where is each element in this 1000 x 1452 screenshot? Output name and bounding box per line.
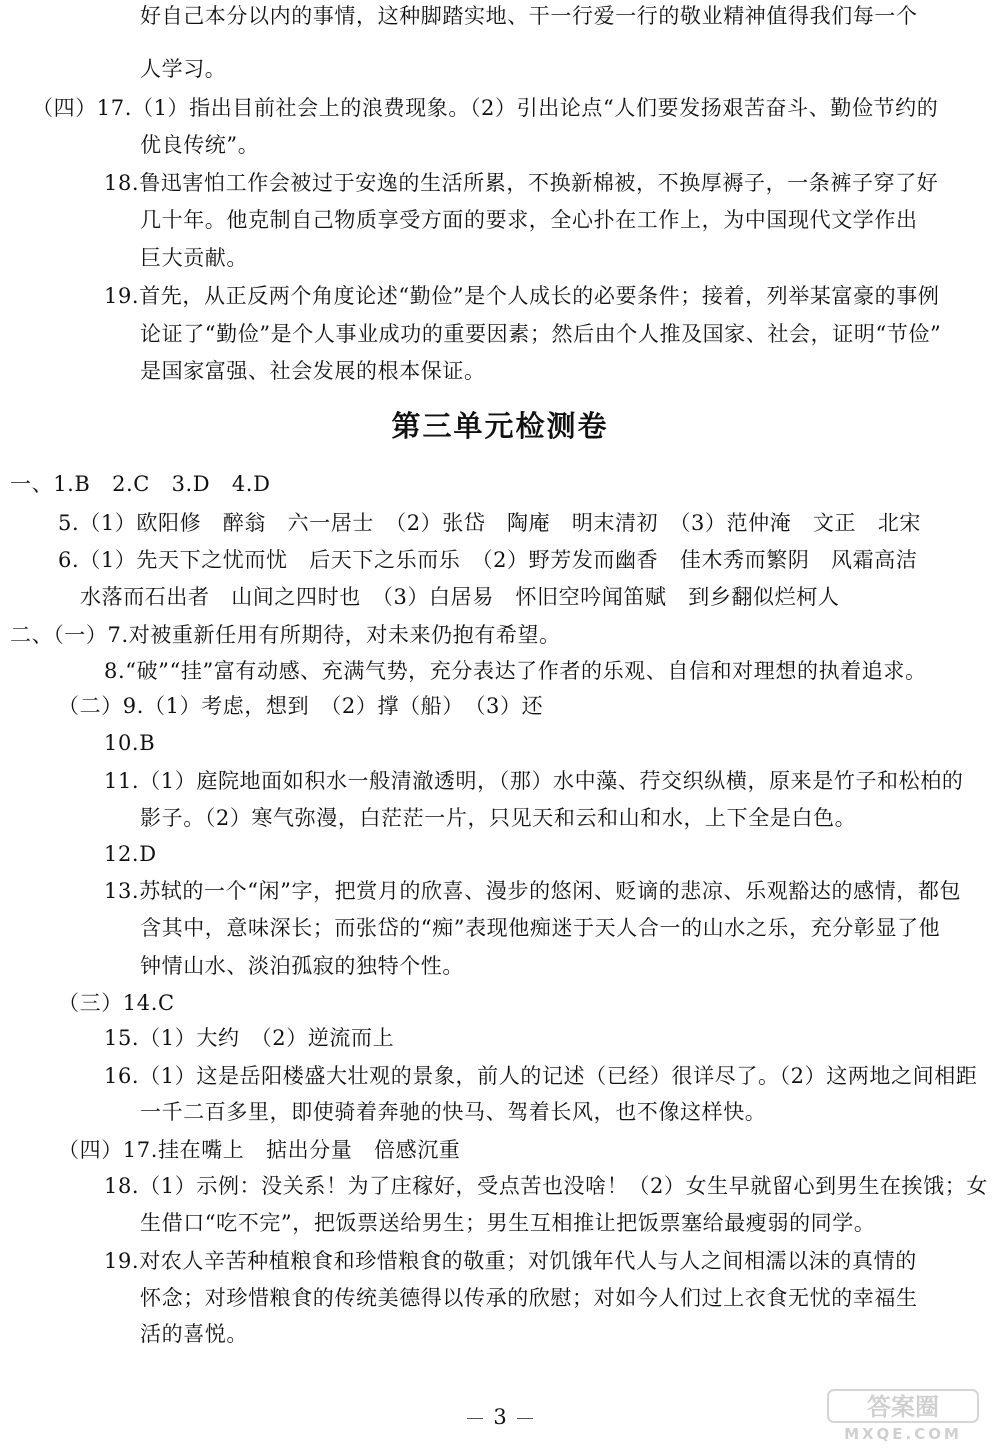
answer-line: 生借口“吃不完”，把饭票送给男生；男生互相推让把饭票塞给最瘦弱的同学。 (140, 1211, 876, 1235)
dash-decoration (467, 1418, 483, 1419)
answer-line: 12.D (104, 842, 157, 866)
answer-line: 水落而石出者 山间之四时也 （3）白居易 怀旧空吟闻笛赋 到乡翻似烂柯人 (80, 585, 840, 609)
answer-line: 怀念；对珍惜粮食的传统美德得以传承的欣慰；对如今人们过上衣食无忧的幸福生 (140, 1286, 918, 1310)
text-line: （四）17.（1）指出目前社会上的浪费现象。（2）引出论点“人们要发扬艰苦奋斗、勤俭节约的 (32, 96, 939, 120)
text-line: 18.鲁迅害怕工作会被过于安逸的生活所累，不换新棉被，不换厚褥子，一条裤子穿了好 (104, 171, 939, 195)
answer-line: 二、（一）7.对被重新任用有所期待，对未来仍抱有希望。 (10, 623, 561, 647)
section-title: 第三单元检测卷 (391, 409, 609, 443)
answer-line: 钟情山水、淡泊孤寂的独特个性。 (140, 954, 464, 978)
answer-line: 19.对农人辛苦种植粮食和珍惜粮食的敬重；对饥饿年代人与人之间相濡以沫的真情的 (104, 1249, 917, 1273)
answer-line: 活的喜悦。 (140, 1322, 248, 1346)
text-line: 论证了“勤俭”是个人事业成功的重要因素；然后由个人推及国家、社会，证明“节俭” (140, 322, 942, 346)
answer-line: 18.（1）示例：没关系！为了庄稼好，受点苦也没啥！（2）女生早就留心到男生在挨饿；女 (104, 1174, 988, 1198)
text-line: 人学习。 (140, 57, 227, 81)
answer-line: 13.苏轼的一个“闲”字，把赏月的欣喜、漫步的悠闲、贬谪的悲凉、乐观豁达的感情，都包 (104, 879, 962, 903)
watermark-logo (824, 1388, 984, 1442)
text-line: 19.首先，从正反两个角度论述“勤俭”是个人成长的必要条件；接着，列举某富豪的事例 (104, 284, 940, 308)
answer-line: （三）14.C (58, 991, 175, 1015)
answer-line: （二）9.（1）考虑，想到 （2）撑（船） （3）还 (58, 694, 544, 718)
answer-line: 16.（1）这是岳阳楼盛大壮观的景象，前人的记述（已经）很详尽了。（2）这两地之间相距 (104, 1064, 978, 1088)
answer-line: 11.（1）庭院地面如积水一般清澈透明，（那）水中藻、荇交织纵横，原来是竹子和松柏的 (104, 769, 964, 793)
watermark-brand: 答案圈 (867, 1393, 939, 1421)
text-line: 优良传统”。 (140, 133, 260, 157)
text-line: 几十年。他克制自己物质享受方面的要求，全心扑在工作上，为中国现代文学作出 (140, 208, 918, 232)
page-number-text: 3 (493, 1405, 507, 1429)
answer-line: 10.B (104, 731, 156, 755)
answer-line: 一、1.B 2.C 3.D 4.D (10, 472, 271, 496)
answer-line: 影子。（2）寒气弥漫，白茫茫一片，只见天和云和山和水，上下全是白色。 (140, 806, 857, 830)
text-line: 巨大贡献。 (140, 246, 248, 270)
text-line: 好自己本分以内的事情，这种脚踏实地、干一行爱一行的敬业精神值得我们每一个 (140, 4, 918, 28)
answer-line: 15.（1）大约 （2）逆流而上 (104, 1026, 395, 1050)
answer-line: （四）17.挂在嘴上 掂出分量 倍感沉重 (58, 1138, 461, 1162)
answer-line: 含其中，意味深长；而张岱的“痴”表现他痴迷于天人合一的山水之乐，充分彰显了他 (140, 916, 941, 940)
answer-line: 一千二百多里，即使骑着奔驰的快马、驾着长风，也不像这样快。 (140, 1100, 767, 1124)
watermark-domain: MXQE.COM (844, 1425, 962, 1442)
answer-line: 5.（1）欧阳修 醉翁 六一居士 （2）张岱 陶庵 明末清初 （3）范仲淹 文正 北宋 (58, 511, 921, 535)
text-line: 是国家富强、社会发展的根本保证。 (140, 359, 486, 383)
dash-decoration (517, 1418, 533, 1419)
answer-line: 6.（1）先天下之忧而忧 后天下之乐而乐 （2）野芳发而幽香 佳木秀而繁阴 风霜高洁 (58, 548, 918, 572)
answer-line: 8.“破”“挂”富有动感、充满气势，充分表达了作者的乐观、自信和对理想的执着追求。 (104, 659, 927, 683)
